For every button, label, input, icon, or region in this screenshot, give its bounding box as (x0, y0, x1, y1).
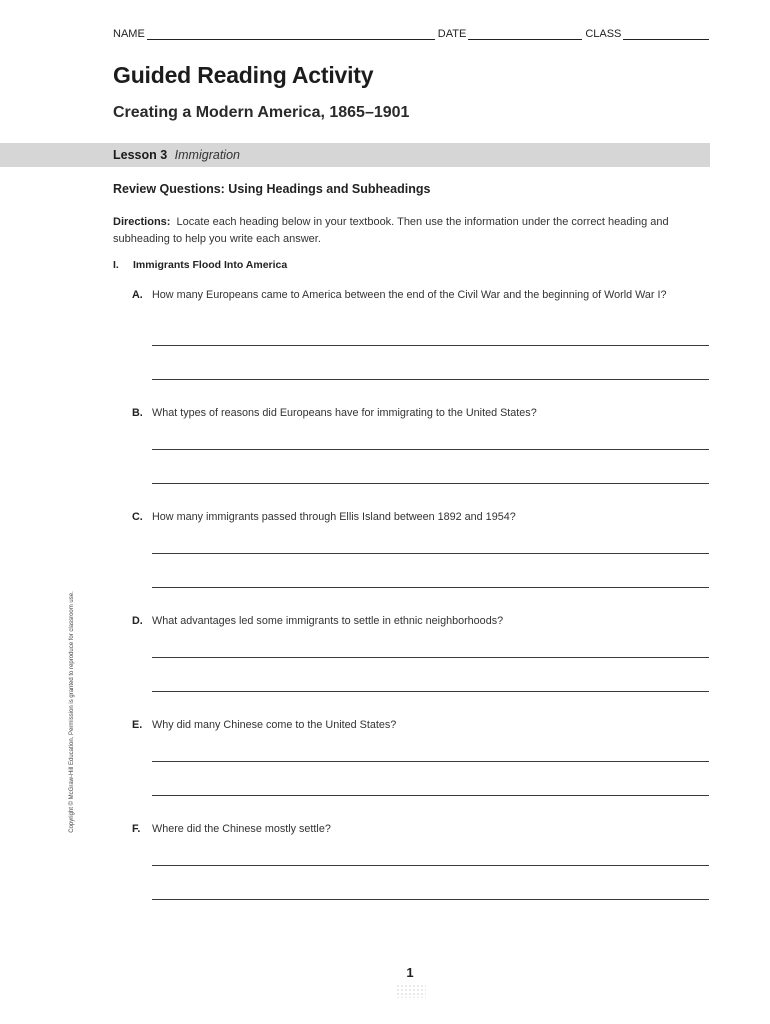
answer-line-e1[interactable] (152, 761, 709, 762)
answer-line-a2[interactable] (152, 379, 709, 380)
question-text: What advantages led some immigrants to settle in ethnic neighborhoods? (152, 615, 504, 627)
answer-line-b1[interactable] (152, 449, 709, 450)
answer-line-a1[interactable] (152, 345, 709, 346)
directions (113, 214, 709, 247)
question-text: Where did the Chinese mostly settle? (152, 823, 331, 835)
answer-line-c1[interactable] (152, 553, 709, 554)
review-heading: Review Questions: Using Headings and Subheadings (113, 182, 431, 196)
question-text: How many Europeans came to America between the end of the Civil War and the beginning of World War I? (152, 289, 667, 301)
lesson-band (0, 143, 710, 167)
question-text: How many immigrants passed through Ellis Island between 1892 and 1954? (152, 511, 516, 523)
answer-line-f1[interactable] (152, 865, 709, 866)
question-text: What types of reasons did Europeans have for immigrating to the United States? (152, 407, 537, 419)
date-blank[interactable] (468, 28, 582, 40)
name-blank[interactable] (147, 28, 435, 40)
question-letter: B. (132, 407, 143, 419)
answer-line-b2[interactable] (152, 483, 709, 484)
section-numeral: I. (113, 259, 119, 271)
class-blank[interactable] (623, 28, 709, 40)
page-title: Guided Reading Activity (113, 62, 374, 88)
question-letter: D. (132, 615, 143, 627)
question-e (132, 718, 709, 733)
name-label: NAME (113, 28, 145, 40)
lesson-topic: Immigration (174, 148, 240, 162)
question-letter: E. (132, 719, 143, 731)
copyright-notice: Copyright © McGraw-Hill Education. Permission is granted to reproduce for classroom use. (69, 591, 75, 833)
lesson-number: Lesson 3 (113, 148, 168, 162)
section-heading (113, 259, 287, 271)
question-text: Why did many Chinese come to the United States? (152, 719, 397, 731)
answer-line-d1[interactable] (152, 657, 709, 658)
answer-line-d2[interactable] (152, 691, 709, 692)
question-letter: F. (132, 823, 141, 835)
section-title: Immigrants Flood Into America (133, 259, 288, 271)
page-subtitle: Creating a Modern America, 1865–1901 (113, 104, 410, 121)
question-b (132, 406, 709, 421)
lesson-heading (113, 148, 240, 162)
class-label: CLASS (585, 28, 622, 40)
answer-line-c2[interactable] (152, 587, 709, 588)
answer-line-f2[interactable] (152, 899, 709, 900)
directions-label: Directions: (113, 216, 171, 228)
answer-line-e2[interactable] (152, 795, 709, 796)
header-fields (113, 24, 709, 40)
question-letter: C. (132, 511, 143, 523)
question-d (132, 614, 709, 629)
question-c (132, 510, 709, 525)
question-a (132, 288, 709, 303)
date-label: DATE (437, 28, 467, 40)
question-letter: A. (132, 289, 143, 301)
question-f (132, 822, 709, 837)
directions-text: Locate each heading below in your textbook. Then use the information under the correct heading and subheading to help you write each answer. (113, 216, 669, 245)
page-number-dots (396, 984, 426, 998)
page-number: 1 (406, 965, 414, 980)
